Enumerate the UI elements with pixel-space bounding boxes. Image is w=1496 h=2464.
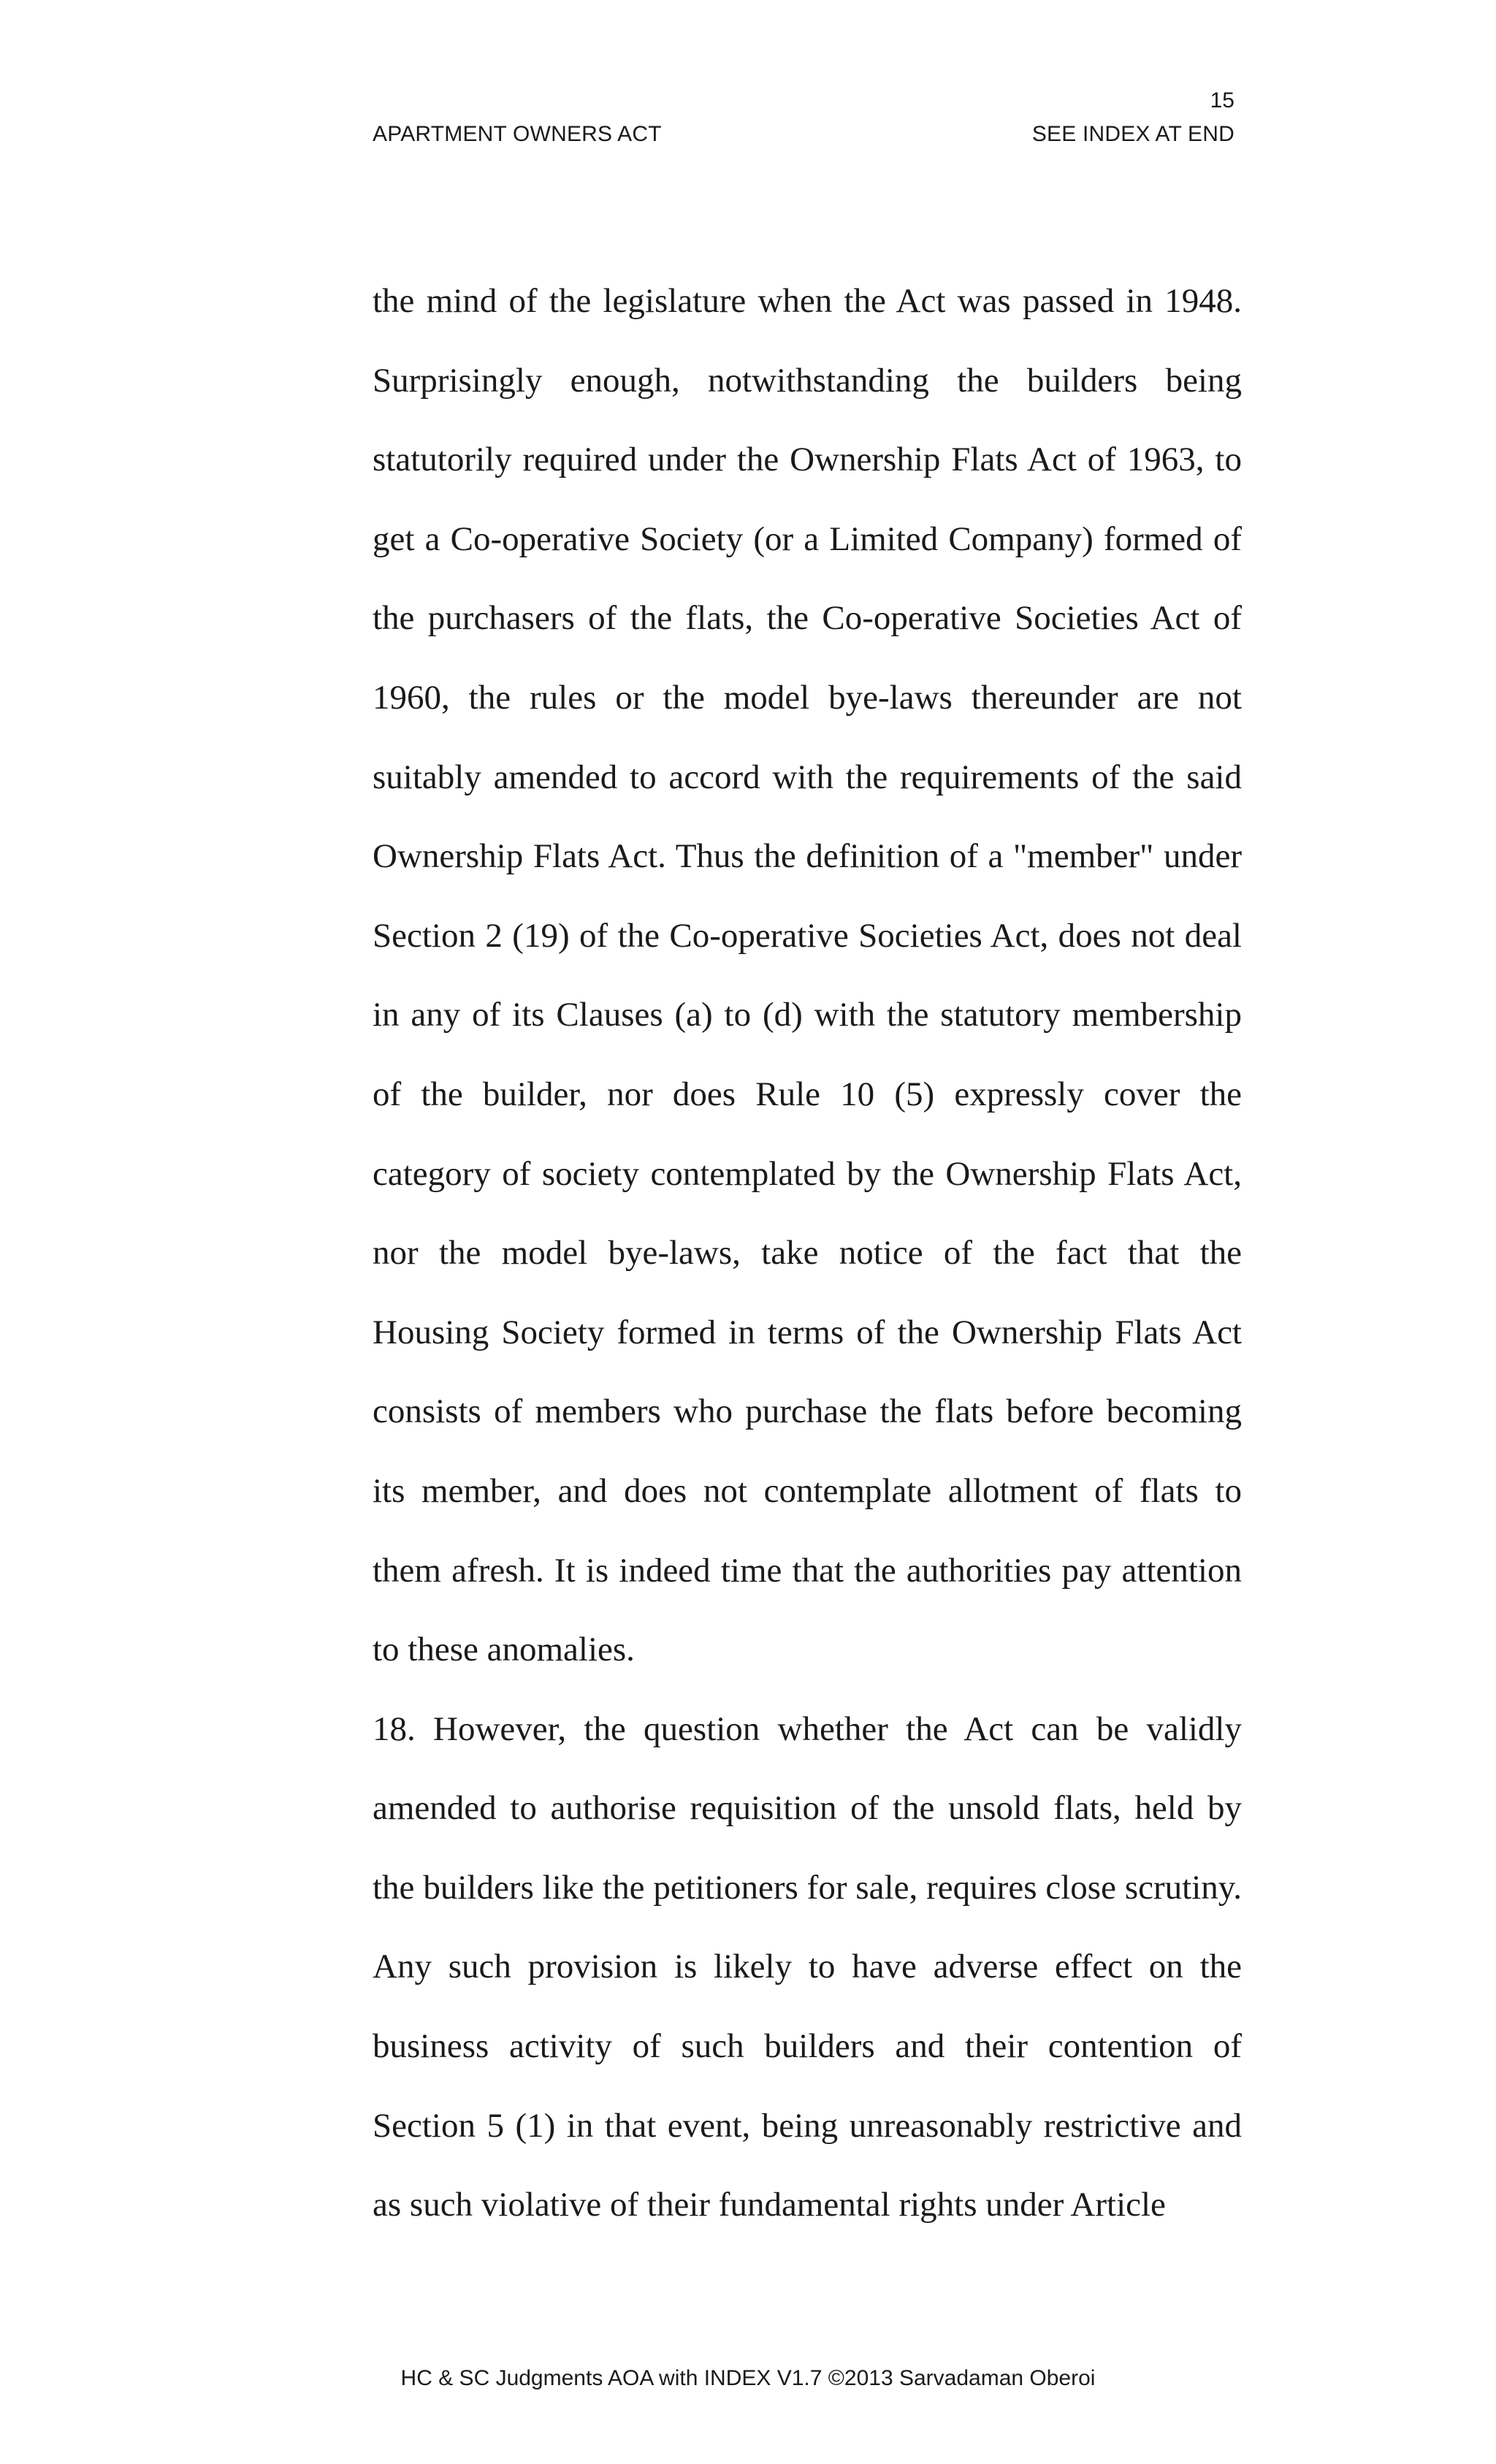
header-left-title: APARTMENT OWNERS ACT bbox=[373, 122, 662, 146]
running-header bbox=[373, 121, 1234, 148]
header-right-note: SEE INDEX AT END bbox=[1031, 122, 1234, 146]
body-text bbox=[373, 262, 1242, 2245]
paragraph-18: 18. However, the question whether the Act can be validly amended to authorise requisition of the unsold flats, held by the builders like the petitioners for sale, requires close scrutiny. Any such provision is likely to have adverse effect on the business activity of such builders and their contention of Section 5 (1) in that event, being unreasonably restrictive and as such violative of their fundamental rights under Article bbox=[373, 1709, 1242, 2224]
page-number: 15 bbox=[1210, 88, 1234, 112]
paragraph-continuation: the mind of the legislature when the Act was passed in 1948. Surprisingly enough, notwithstanding the builders being statutorily required under the Ownership Flats Act of 1963, to get a Co-operative Society (or a Limited Company) formed of the purchasers of the flats, the Co-operative Societies Act of 1960, the rules or the model bye-laws thereunder are not suitably amended to accord with the requirements of the said Ownership Flats Act. Thus the definition of a "member" under Section 2 (19) of the Co-operative Societies Act, does not deal in any of its Clauses (a) to (d) with the statutory membership of the builder, nor does Rule 10 (5) expressly cover the category of society contemplated by the Ownership Flats Act, nor the model bye-laws, take notice of the fact that the Housing Society formed in terms of the Ownership Flats Act consists of members who purchase the flats before becoming its member, and does not contemplate allotment of flats to them afresh. It is indeed time that the authorities pay attention to these anomalies. bbox=[373, 282, 1242, 1669]
page-footer: HC & SC Judgments AOA with INDEX V1.7 ©2013 Sarvadaman Oberoi bbox=[400, 2366, 1096, 2390]
